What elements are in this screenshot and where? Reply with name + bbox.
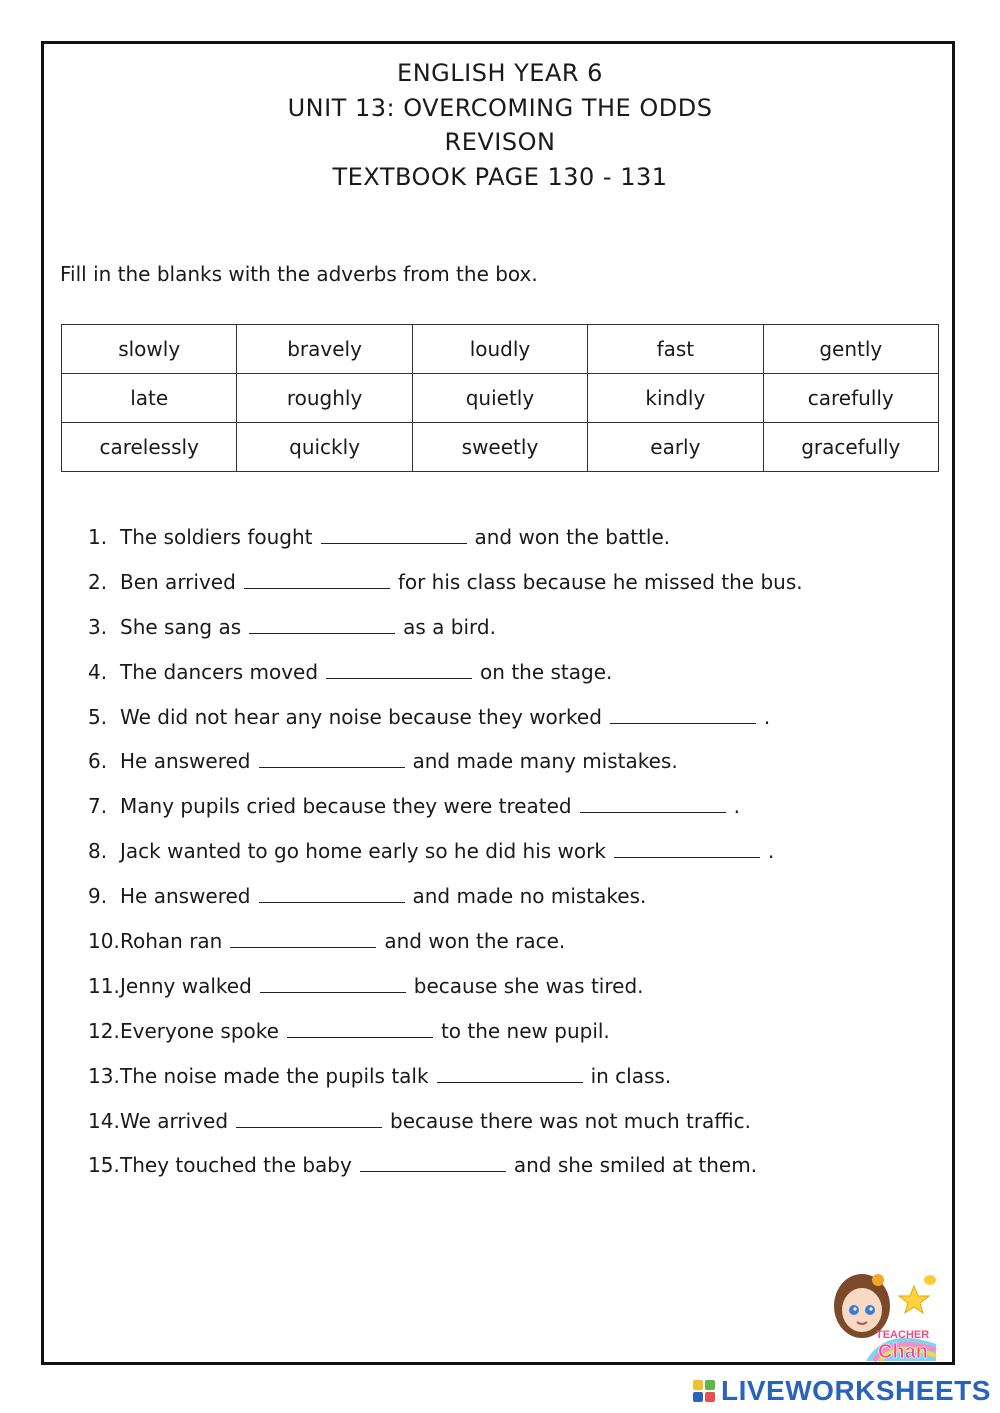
- question-text-before: Many pupils cried because they were treated: [120, 794, 572, 819]
- header-line-subject: ENGLISH YEAR 6: [397, 59, 603, 87]
- question-number: 10.: [88, 929, 120, 954]
- question-text-after: and made no mistakes.: [412, 884, 647, 909]
- question-text-after: .: [733, 794, 740, 819]
- logo-text-chan: Chan: [878, 1341, 928, 1363]
- word-box-cell: gently: [763, 325, 938, 374]
- question-text-before: The dancers moved: [120, 659, 319, 684]
- question-item: [88, 1109, 948, 1154]
- word-box-cell: roughly: [237, 374, 412, 423]
- word-box-cell: bravely: [237, 325, 412, 374]
- question-text-before: He answered: [120, 884, 251, 909]
- question-number: 14.: [88, 1108, 120, 1133]
- question-text-before: The noise made the pupils talk: [120, 1063, 429, 1088]
- question-item: [88, 974, 948, 1019]
- question-number: 9.: [88, 884, 108, 909]
- question-item: [88, 525, 948, 570]
- question-text-before: Ben arrived: [120, 569, 236, 594]
- answer-blank[interactable]: [259, 888, 405, 903]
- question-item: [88, 660, 948, 705]
- question-item: [88, 749, 948, 794]
- answer-blank[interactable]: [259, 753, 405, 768]
- question-number: 12.: [88, 1018, 120, 1043]
- question-item: [88, 1064, 948, 1109]
- question-text-before: We arrived: [120, 1108, 229, 1133]
- answer-blank[interactable]: [249, 619, 395, 634]
- question-text-before: Everyone spoke: [120, 1018, 279, 1043]
- question-text-before: They touched the baby: [120, 1153, 352, 1178]
- question-item: [88, 929, 948, 974]
- question-text-after: in class.: [590, 1063, 672, 1088]
- question-text-after: on the stage.: [480, 659, 613, 684]
- adverb-word-box: [61, 324, 939, 472]
- word-box-cell: carelessly: [62, 423, 237, 472]
- word-box-cell: loudly: [412, 325, 587, 374]
- answer-blank[interactable]: [610, 709, 756, 724]
- star-icon: [899, 1286, 929, 1313]
- question-text-before: We did not hear any noise because they worked: [120, 704, 602, 729]
- answer-blank[interactable]: [580, 798, 726, 813]
- question-list: [88, 525, 948, 1198]
- answer-blank[interactable]: [287, 1023, 433, 1038]
- question-number: 2.: [88, 569, 108, 594]
- question-text-before: Rohan ran: [120, 929, 223, 954]
- word-box-row: [62, 374, 939, 423]
- question-text-after: .: [763, 704, 771, 729]
- question-text-before: He answered: [120, 749, 251, 774]
- question-text-after: because she was tired.: [413, 973, 644, 998]
- word-box-cell: fast: [588, 325, 763, 374]
- word-box-cell: quietly: [412, 374, 587, 423]
- question-text-after: and she smiled at them.: [513, 1153, 758, 1178]
- brand-name: LIVEWORKSHEETS: [721, 1375, 991, 1406]
- question-number: 7.: [88, 794, 108, 819]
- answer-blank[interactable]: [614, 843, 760, 858]
- header-line-revision: REVISON: [444, 128, 556, 156]
- question-item: [88, 1019, 948, 1064]
- question-text-before: Jack wanted to go home early so he did his work: [120, 839, 606, 864]
- question-number: 15.: [88, 1153, 120, 1178]
- header-line-textbook-page: TEXTBOOK PAGE 130 - 131: [332, 162, 668, 191]
- question-text-after: to the new pupil.: [440, 1018, 610, 1043]
- question-item: [88, 615, 948, 660]
- worksheet-header: [0, 56, 1000, 194]
- question-text-after: and made many mistakes.: [412, 749, 678, 774]
- question-text-after: because there was not much traffic.: [390, 1108, 751, 1133]
- word-box-row: [62, 423, 939, 472]
- question-number: 8.: [88, 839, 108, 864]
- question-number: 3.: [88, 614, 108, 639]
- question-text-after: as a bird.: [403, 614, 496, 639]
- girl-face-icon: [842, 1288, 882, 1332]
- word-box-cell: gracefully: [763, 423, 938, 472]
- answer-blank[interactable]: [326, 664, 472, 679]
- answer-blank[interactable]: [230, 933, 376, 948]
- liveworksheets-logo-icon: [693, 1380, 715, 1402]
- question-item: [88, 839, 948, 884]
- question-text-before: She sang as: [120, 614, 242, 639]
- word-box-cell: late: [62, 374, 237, 423]
- answer-blank[interactable]: [321, 529, 467, 544]
- word-box-cell: carefully: [763, 374, 938, 423]
- word-box-cell: quickly: [237, 423, 412, 472]
- word-box-cell: early: [588, 423, 763, 472]
- question-item: [88, 570, 948, 615]
- answer-blank[interactable]: [244, 574, 390, 589]
- instruction-text: Fill in the blanks with the adverbs from the box.: [60, 262, 538, 286]
- answer-blank[interactable]: [437, 1068, 583, 1083]
- question-number: 4.: [88, 659, 108, 684]
- question-item: [88, 884, 948, 929]
- bee-icon: [924, 1275, 936, 1285]
- answer-blank[interactable]: [360, 1157, 506, 1172]
- hair-bow-icon: [872, 1274, 884, 1286]
- word-box-cell: kindly: [588, 374, 763, 423]
- question-number: 11.: [88, 973, 120, 998]
- question-number: 13.: [88, 1063, 120, 1088]
- question-number: 5.: [88, 704, 108, 729]
- question-text-after: and won the battle.: [474, 525, 671, 549]
- header-line-unit: UNIT 13: OVERCOMING THE ODDS: [287, 93, 713, 122]
- question-text-after: and won the race.: [384, 929, 566, 954]
- word-box-row: [62, 325, 939, 374]
- question-text-before: The soldiers fought: [120, 525, 313, 549]
- question-text-before: Jenny walked: [120, 973, 252, 998]
- answer-blank[interactable]: [236, 1113, 382, 1128]
- question-text-after: for his class because he missed the bus.: [397, 569, 803, 594]
- question-text-after: .: [767, 839, 775, 864]
- word-box-cell: sweetly: [412, 423, 587, 472]
- liveworksheets-brand[interactable]: [693, 1375, 991, 1407]
- question-item: [88, 1153, 948, 1198]
- logo-text-teacher: TEACHER: [876, 1329, 930, 1341]
- question-number: 6.: [88, 749, 108, 774]
- teacher-chan-logo: [826, 1266, 944, 1364]
- question-item: [88, 705, 948, 750]
- word-box-cell: slowly: [62, 325, 237, 374]
- question-item: [88, 794, 948, 839]
- answer-blank[interactable]: [260, 978, 406, 993]
- question-number: 1.: [88, 525, 108, 549]
